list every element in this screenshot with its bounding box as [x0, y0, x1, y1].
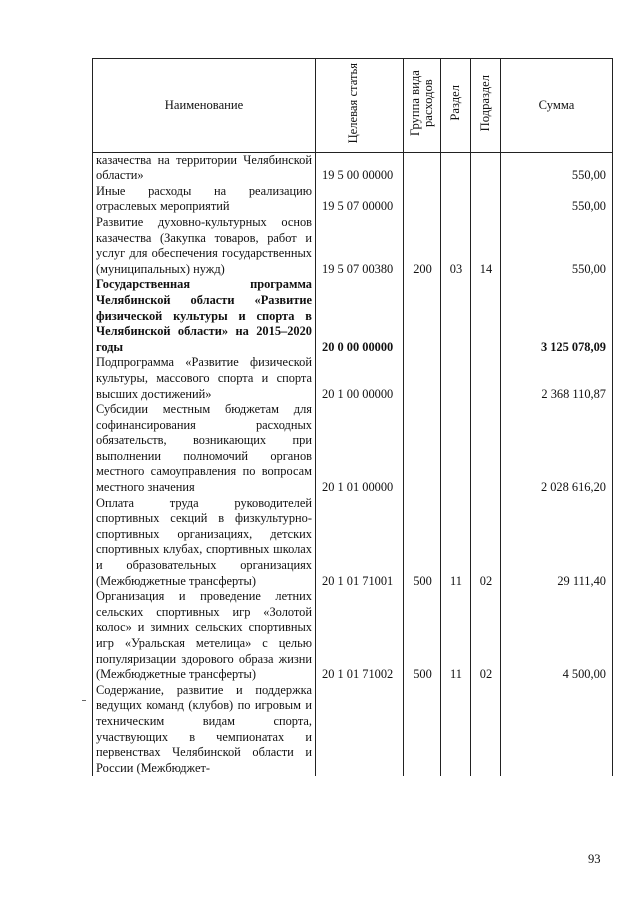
cell-section: 11	[441, 589, 471, 683]
cell-name: Развитие духовно-культурных основ казачества (Закупка товаров, работ и услуг для обеспечения государственных (муниципальных) нужд)	[93, 215, 316, 277]
cell-amount: 2 368 110,87	[501, 355, 613, 402]
cell-subsection	[471, 184, 501, 215]
cell-subsection	[471, 683, 501, 777]
table-row	[93, 277, 613, 355]
cell-target-article: 20 1 01 71002	[316, 589, 404, 683]
cell-section	[441, 683, 471, 777]
cell-expense-group	[404, 402, 441, 496]
cell-target-article: 20 1 01 71001	[316, 496, 404, 590]
cell-target-article: 19 5 07 00000	[316, 184, 404, 215]
page-number: 93	[588, 852, 601, 866]
cell-name: казачества на территории Челябинской области»	[93, 152, 316, 184]
cell-target-article: 20 0 00 00000	[316, 277, 404, 355]
header-section: Раздел	[441, 59, 471, 153]
cell-subsection	[471, 355, 501, 402]
cell-expense-group: 200	[404, 215, 441, 277]
cell-name: Подпрограмма «Развитие физической культуры, массового спорта и спорта высших достижений»	[93, 355, 316, 402]
cell-subsection: 02	[471, 589, 501, 683]
header-name: Наименование	[93, 59, 316, 153]
table-row	[93, 152, 613, 184]
table-header-row	[93, 59, 613, 153]
cell-amount: 29 111,40	[501, 496, 613, 590]
cell-amount: 550,00	[501, 215, 613, 277]
cell-target-article: 20 1 01 00000	[316, 402, 404, 496]
cell-subsection: 02	[471, 496, 501, 590]
table-row	[93, 355, 613, 402]
cell-name: Содержание, развитие и поддержка ведущих команд (клубов) по игровым и техническим видам спорта, участвующих в чемпионатах и первенствах Челябинской области и России (Межбюджет-	[93, 683, 316, 777]
cell-section	[441, 355, 471, 402]
table-body	[93, 152, 613, 776]
cell-name: Субсидии местным бюджетам для софинансирования расходных обязательств, возникающих при выполнении полномочий органов местного самоуправления по вопросам местного значения	[93, 402, 316, 496]
cell-section: 03	[441, 215, 471, 277]
cell-name: Оплата труда руководителей спортивных секций в физкультурно-спортивных организациях, детских спортивных клубах, спортивных школах и образовательных организациях (Межбюджетные трансферты)	[93, 496, 316, 590]
cell-expense-group	[404, 277, 441, 355]
cell-subsection	[471, 277, 501, 355]
cell-amount: 3 125 078,09	[501, 277, 613, 355]
cell-amount: 550,00	[501, 184, 613, 215]
cell-expense-group	[404, 683, 441, 777]
cell-expense-group	[404, 152, 441, 184]
cell-amount: 4 500,00	[501, 589, 613, 683]
cell-expense-group: 500	[404, 589, 441, 683]
cell-subsection	[471, 152, 501, 184]
cell-target-article: 19 5 07 00380	[316, 215, 404, 277]
cell-section	[441, 152, 471, 184]
cell-section	[441, 402, 471, 496]
cell-expense-group	[404, 184, 441, 215]
header-amount: Сумма	[501, 59, 613, 153]
cell-name: Организация и проведение летних сельских спортивных игр «Золотой колос» и зимних сельских спортивных игр «Уральская метелица» с целью популяризации здорового образа жизни (Межбюджетные трансферты)	[93, 589, 316, 683]
cell-target-article: 20 1 00 00000	[316, 355, 404, 402]
cell-amount	[501, 683, 613, 777]
cell-section: 11	[441, 496, 471, 590]
table-row	[93, 402, 613, 496]
table-row	[93, 215, 613, 277]
table-row	[93, 184, 613, 215]
cell-name: Иные расходы на реализацию отраслевых мероприятий	[93, 184, 316, 215]
table-row	[93, 589, 613, 683]
cell-amount: 2 028 616,20	[501, 402, 613, 496]
cell-expense-group	[404, 355, 441, 402]
cell-amount: 550,00	[501, 152, 613, 184]
cell-name: Государственная программа Челябинской области «Развитие физической культуры и спорта в Челябинской области» на 2015–2020 годы	[93, 277, 316, 355]
cell-section	[441, 277, 471, 355]
cell-target-article: 19 5 00 00000	[316, 152, 404, 184]
table-row	[93, 683, 613, 777]
header-subsection: Подраздел	[471, 59, 501, 153]
margin-mark	[82, 700, 86, 701]
header-target-article: Целевая статья	[316, 59, 404, 153]
cell-expense-group: 500	[404, 496, 441, 590]
cell-subsection: 14	[471, 215, 501, 277]
cell-target-article	[316, 683, 404, 777]
cell-subsection	[471, 402, 501, 496]
table-row	[93, 496, 613, 590]
header-expense-group: Группа вида расходов	[404, 59, 441, 153]
cell-section	[441, 184, 471, 215]
budget-table	[92, 58, 613, 776]
